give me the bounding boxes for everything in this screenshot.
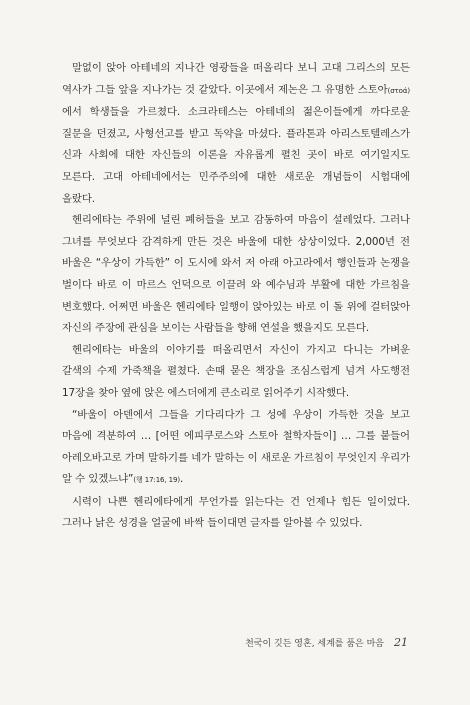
scripture-quote: [62, 405, 410, 492]
paragraph-3: 헨리에타는 바울의 이야기를 떠올리면서 자신이 가지고 다니는 가벼운 갈색의 수제 가죽책을 펼쳤다. 손때 묻은 책장을 조심스럽게 넘겨 사도행전 17장을 찾아 옆에 앉은 에스더에게 큰소리로 읽어주기 시작했다.: [62, 343, 410, 399]
scripture-quote-end: .: [180, 473, 184, 486]
paragraph-2: 헨리에타는 주위에 널린 폐허들을 보고 감동하여 마음이 설레었다. 그러나 그녀를 무엇보다 감격하게 만든 것은 바울에 대한 상상이었다. 2,000년 전 바울은 “우상이 가득한” 이 도시에 와서 저 아래 아고라에서 행인들과 논쟁을 벌이다 바로 이 마르스 언덕으로 이끌려 와 예수님과 부활에 대한 가르침을 변호했다. 어쩌면 바울은 헨리에타 일행이 앉아있는 바로 이 돌 위에 걸터앉아 자신의 주장에 관심을 보이는 사람들을 향해 연설을 했을지도 모른다.: [62, 214, 410, 335]
scripture-reference: (행 17:16, 19): [133, 476, 180, 485]
page-number: 21: [394, 636, 408, 649]
paragraph-1-text-a: 말없이 앉아 아테네의 지나간 영광들을 떠올리다 보니 고대 그리스의 모든 역사가 그들 앞을 지나가는 것 같았다. 이곳에서 제논은 그 유명한 스토아: [62, 62, 410, 96]
page-body: [62, 58, 410, 535]
page-footer: [245, 636, 408, 649]
paragraph-1-text-b: 에서 학생들을 가르쳤다. 소크라테스는 아테네의 젊은이들에게 까다로운 질문을 던졌고, 사형선고를 받고 독약을 마셨다. 플라톤과 아리스토텔레스가 신과 사회에 대한 자신들의 이론을 자유롭게 펼친 곳이 바로 여기일지도 모른다. 고대 아테네에서는 민주주의에 대한 새로운 개념들이 시험대에 올랐다.: [62, 106, 410, 205]
scripture-quote-text: “바울이 아덴에서 그들을 기다리다가 그 성에 우상이 가득한 것을 보고 마음에 격분하여 … [어떤 에피쿠로스와 스토아 철학자들이] … 그를 붙들어 아레오바고로 가며 말하기를 네가 말하는 이 새로운 가르침이 무엇인지 우리가 알 수 있겠느냐”: [62, 408, 410, 486]
greek-term: (στοά): [387, 86, 410, 95]
running-title: 천국이 깃든 영혼, 세계를 품은 마음: [245, 639, 384, 649]
paragraph-1: [62, 58, 410, 210]
paragraph-5: 시력이 나쁜 헨리에타에게 무언가를 읽는다는 건 언제나 힘든 일이었다. 그러나 낡은 성경을 얼굴에 바싹 들이대면 글자를 알아볼 수 있었다.: [62, 495, 410, 530]
